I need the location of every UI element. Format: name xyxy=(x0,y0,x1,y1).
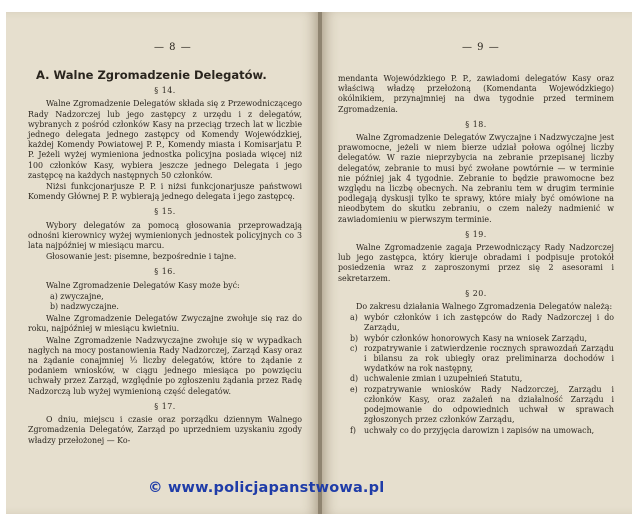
chapter-heading: A. Walne Zgromadzenie Delegatów. xyxy=(36,68,267,82)
section-number: § 18. xyxy=(465,119,487,129)
list-item: b) nadzwyczajne. xyxy=(50,302,119,312)
paragraph: Walne Zgromadzenie Delegatów Kasy może być: xyxy=(46,280,240,290)
paragraph: Walne Zgromadzenie zagaja Przewodniczący Rady Nadzorczej lub jego zastępca, który kieruje obradami i podpisuje protokół posiedzenia wraz z zaproszonymi przez się 2 asesorami i sekretarzem. xyxy=(338,243,614,283)
section-number: § 19. xyxy=(465,229,487,239)
copyright-watermark: © www.policjapanstwowa.pl xyxy=(148,480,385,496)
page-number: — 9 — xyxy=(462,42,500,53)
paragraph: Wybory delegatów za pomocą głosowania przeprowadzają odnośni kierownicy wyżej wymienionych jednostek policyjnych co 3 lata najpóźniej w miesiącu marcu. xyxy=(28,220,302,251)
section-number: § 17. xyxy=(154,401,176,411)
section-number: § 14. xyxy=(154,86,176,96)
paragraph: Walne Zgromadzenie Nadzwyczajne zwołuje się w wypadkach nagłych na mocy postanowienia Rady Nadzorczej, Zarząd Kasy oraz na żądanie conajmniej ⅓ liczby delegatów, które to żądanie z podaniem wniosków, w ciągu jednego miesiąca po powzięciu uchwały przez Zarząd, względnie po zgłoszeniu żądania przez Radę Nadzorczą lub wyżej wymienioną część delegatów. xyxy=(28,335,302,396)
list-item: b) wybór członków honorowych Kasy na wniosek Zarządu, xyxy=(350,333,587,343)
book-spread xyxy=(6,12,632,514)
duties-list xyxy=(350,313,614,435)
paragraph: Do zakresu działania Walnego Zgromadzenia Delegatów należą: xyxy=(356,302,613,312)
page-number: — 8 — xyxy=(154,42,192,53)
right-page xyxy=(322,12,632,514)
assembly-type-list xyxy=(50,292,302,312)
paragraph: Walne Zgromadzenie Delegatów składa się z Przewodniczącego Rady Nadzorczej lub jego zastępcy z urzędu i z delegatów, wybranych z pośród członków Kasy na przeciąg trzech lat w liczbie jednego delegata jednego zastępcy od Komendy Wojewódzkiej, każdej Komendy Powiatowej P. P., Komendy miasta i Komisarjatu P. P. Jeżeli wyżej wymieniona jednostka policyjna posiada więcej niż 100 członków Kasy, wybiera jeszcze jednego Delegata i jego zastępcę na każdych następnych 50 członków. xyxy=(28,99,302,180)
paragraph: Głosowanie jest: pisemne, bezpośrednie i tajne. xyxy=(46,252,237,262)
right-page-content xyxy=(338,74,614,436)
section-number: § 20. xyxy=(465,288,487,298)
paragraph: mendanta Wojewódzkiego P. P., zawiadomi delegatów Kasy oraz właściwą władzę przełożoną (Komendanta Wojewódzkiego) okólnikiem, przynajmniej na dwa tygodnie przed terminem Zgromadzenia. xyxy=(338,74,614,114)
list-item: a) wybór członków i ich zastępców do Rady Nadzorczej i do Zarządu, xyxy=(350,313,614,333)
list-item: a) zwyczajne, xyxy=(50,291,104,301)
paragraph: Walne Zgromadzenie Delegatów Zwyczajne i Nadzwyczajne jest prawomocne, jeżeli w niem bierze udział połowa ogólnej liczby delegatów. W razie nieprzybycia na zebranie przepisanej liczby delegatów, zebranie to musi być zwołane powtórnie — w terminie nie później jak 4 tygodnie. Zebranie to będzie prawomocne bez względu na liczbę obecnych. Na zebraniu tem w drugim terminie podlegają dyskusji tylko te sprawy, które miały być omówione na nieodbytem do skutku zebraniu, o czem należy nadmienić w zawiadomieniu w pierwszym terminie. xyxy=(338,133,614,224)
left-page xyxy=(6,12,318,514)
paragraph: Walne Zgromadzenie Delegatów Zwyczajne zwołuje się raz do roku, najpóźniej w miesiącu kwietniu. xyxy=(28,314,302,334)
section-number: § 16. xyxy=(154,267,176,277)
section-number: § 15. xyxy=(154,207,176,217)
list-item: d) uchwalenie zmian i uzupełnień Statutu, xyxy=(350,374,523,384)
paragraph: Niżsi funkcjonarjusze P. P. i niżsi funkcjonarjusze państwowi Komendy Głównej P. P. wybierają jednego delegata i jego zastępcę. xyxy=(28,182,302,202)
paragraph: O dniu, miejscu i czasie oraz porządku dziennym Walnego Zgromadzenia Delegatów, Zarząd po uprzedniem uzyskaniu zgody władzy przełożonej — Ko- xyxy=(28,415,302,445)
list-item: c) rozpatrywanie i zatwierdzenie rocznych sprawozdań Zarządu i bilansu za rok ubiegły oraz preliminarza dochodów i wydatków na rok następny, xyxy=(350,343,614,374)
list-item: e) rozpatrywanie wniosków Rady Nadzorczej, Zarządu i członków Kasy, oraz zażaleń na działalność Zarządu i podejmowanie do odpowiednich uchwał w sprawach zgłoszonych przez członków Zarządu, xyxy=(350,384,614,425)
list-item: f) uchwały co do przyjęcia darowizn i zapisów na umowach, xyxy=(350,425,595,435)
left-page-content xyxy=(28,70,302,447)
